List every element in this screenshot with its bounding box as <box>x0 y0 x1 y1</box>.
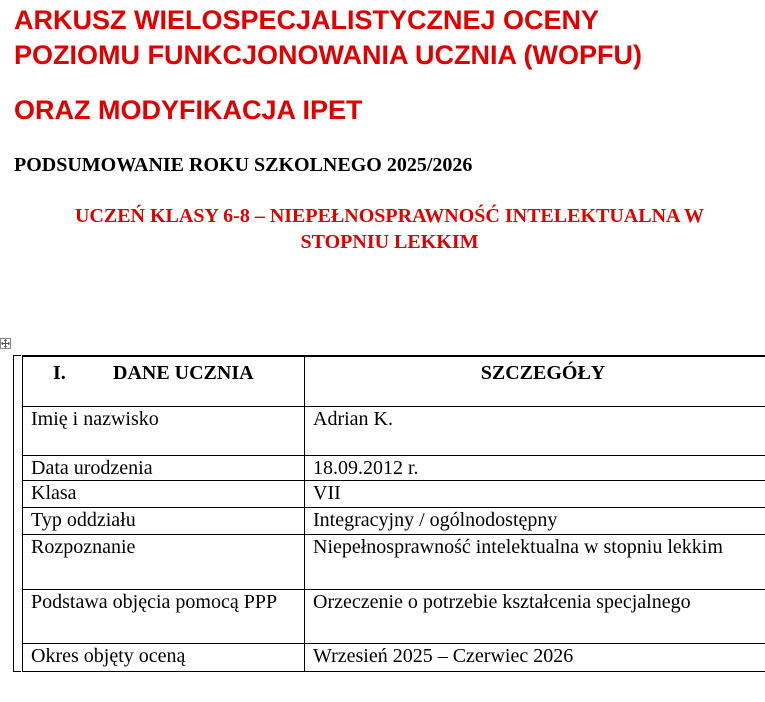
section-header-cell <box>23 356 305 406</box>
table-row <box>23 507 765 534</box>
table-row <box>23 455 765 480</box>
row-value: Integracyjny / ogólnodostępny <box>305 507 765 534</box>
student-category-line-1: UCZEŃ KLASY 6-8 – NIEPEŁNOSPRAWNOŚĆ INTELEKTUALNA W <box>74 205 704 227</box>
title-line-1: ARKUSZ WIELOSPECJALISTYCZNEJ OCENY <box>14 5 600 35</box>
row-label: Okres objęty oceną <box>23 643 305 671</box>
table-row <box>23 480 765 507</box>
row-value: Adrian K. <box>305 406 765 455</box>
table-row <box>23 534 765 589</box>
row-value: Orzeczenie o potrzebie kształcenia specjalnego <box>305 589 765 643</box>
table-move-handle-icon[interactable] <box>0 338 11 349</box>
title-line-2: POZIOMU FUNKCJONOWANIA UCZNIA (WOPFU) <box>14 40 642 70</box>
table-row <box>23 406 765 455</box>
row-label: Data urodzenia <box>23 455 305 480</box>
row-value: VII <box>305 480 765 507</box>
school-year-summary-heading: PODSUMOWANIE ROKU SZKOLNEGO 2025/2026 <box>14 154 473 176</box>
table-row <box>23 643 765 671</box>
section-title: DANE UCZNIA <box>113 362 254 384</box>
table-header-row <box>23 356 765 406</box>
row-label: Imię i nazwisko <box>23 406 305 455</box>
row-value: Wrzesień 2025 – Czerwiec 2026 <box>305 643 765 671</box>
row-label: Typ oddziału <box>23 507 305 534</box>
section-number: I. <box>53 362 66 384</box>
student-category-heading <box>14 203 765 255</box>
row-label: Klasa <box>23 480 305 507</box>
table-left-border-guide <box>13 355 21 672</box>
table-row <box>23 589 765 643</box>
row-value: 18.09.2012 r. <box>305 455 765 480</box>
row-label: Rozpoznanie <box>23 534 305 589</box>
row-label: Podstawa objęcia pomocą PPP <box>23 589 305 643</box>
row-value: Niepełnosprawność intelektualna w stopniu lekkim <box>305 534 765 589</box>
student-data-table <box>22 355 765 672</box>
student-category-line-2: STOPNIU LEKKIM <box>300 231 479 253</box>
title-line-3: ORAZ MODYFIKACJA IPET <box>14 95 363 125</box>
details-header-cell: SZCZEGÓŁY <box>305 356 765 406</box>
